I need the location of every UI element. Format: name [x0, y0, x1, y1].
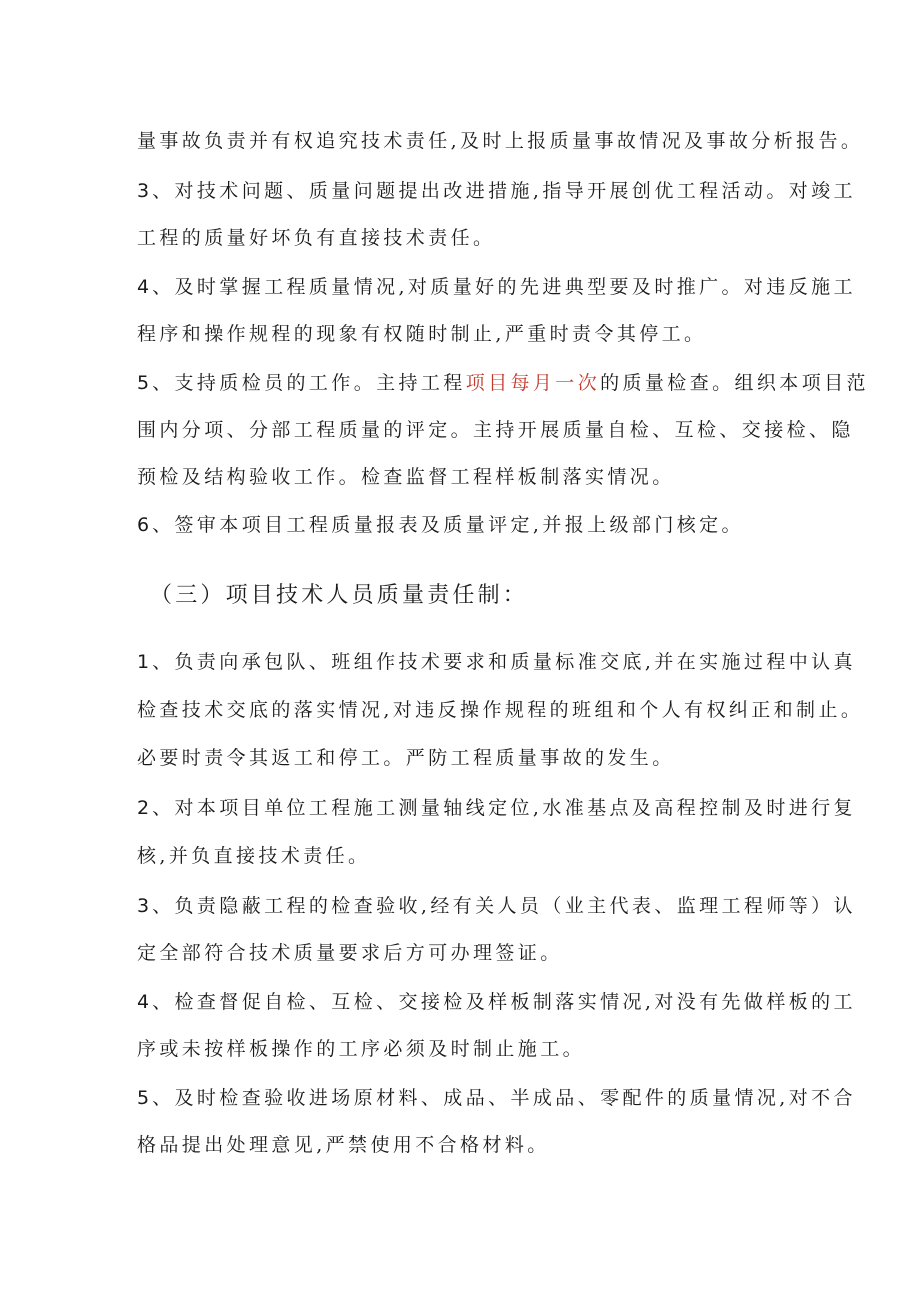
item-text: 预检及结构验收工作。检查监督工程样板制落实情况。 — [137, 466, 675, 488]
item-text: 格品提出处理意见,严禁使用不合格材料。 — [137, 1134, 550, 1156]
section3-item-2 — [137, 795, 856, 821]
section3-item-4-continued — [137, 1036, 797, 1062]
list-item-3-continued — [137, 225, 797, 251]
list-item-5-continued — [137, 417, 854, 443]
section3-item-2-continued — [137, 843, 797, 869]
highlighted-text: 项目每月一次 — [465, 372, 601, 394]
section3-item-4 — [137, 989, 856, 1015]
section-heading: （三）项目技术人员质量责任制： — [150, 583, 529, 608]
item-number: 4 — [137, 991, 150, 1013]
item-text: 、签审本项目工程质量报表及质量评定,并报上级部门核定。 — [152, 514, 744, 536]
item-text: 的质量检查。组织本项目范 — [600, 372, 869, 394]
item-number: 6 — [137, 514, 150, 536]
item-number: 1 — [137, 651, 150, 673]
item-text: 、支持质检员的工作。主持工程 — [152, 372, 466, 394]
paragraph-line — [137, 128, 864, 154]
item-text: 工程的质量好坏负有直接技术责任。 — [137, 227, 496, 249]
item-text: 程序和操作规程的现象有权随时制止,严重时责令其停工。 — [137, 323, 707, 345]
section3-item-3-continued — [137, 940, 797, 966]
list-item-5 — [137, 370, 869, 396]
item-text: 围内分项、分部工程质量的评定。主持开展质量自检、互检、交接检、隐 — [137, 419, 854, 441]
item-text: 、对技术问题、质量问题提出改进措施,指导开展创优工程活动。对竣工 — [152, 180, 856, 202]
section3-item-1-continued — [137, 697, 864, 723]
item-text: 、检查督促自检、互检、交接检及样板制落实情况,对没有先做样板的工 — [152, 991, 856, 1013]
item-text: 、负责隐蔽工程的检查验收,经有关人员（业主代表、监理工程师等）认 — [152, 895, 856, 917]
list-item-5-continued — [137, 464, 797, 490]
item-text: 、及时检查验收进场原材料、成品、半成品、零配件的质量情况,对不合 — [152, 1087, 856, 1109]
item-text: 、对本项目单位工程施工测量轴线定位,水准基点及高程控制及时进行复 — [152, 797, 856, 819]
item-text: 、及时掌握工程质量情况,对质量好的先进典型要及时推广。对违反施工 — [152, 276, 856, 298]
item-number: 3 — [137, 895, 150, 917]
section3-item-1-continued — [137, 745, 797, 771]
item-text: 必要时责令其返工和停工。严防工程质量事故的发生。 — [137, 747, 675, 769]
item-number: 3 — [137, 180, 150, 202]
item-number: 4 — [137, 276, 150, 298]
line-text: 量事故负责并有权追究技术责任,及时上报质量事故情况及事故分析报告。 — [137, 130, 864, 152]
item-number: 5 — [137, 1087, 150, 1109]
item-text: 检查技术交底的落实情况,对违反操作规程的班组和个人有权纠正和制止。 — [137, 699, 864, 721]
section3-item-3 — [137, 893, 856, 919]
item-number: 5 — [137, 372, 150, 394]
list-item-6 — [137, 512, 797, 538]
list-item-4 — [137, 274, 856, 300]
list-item-4-continued — [137, 321, 797, 347]
section3-item-5 — [137, 1085, 856, 1111]
item-number: 2 — [137, 797, 150, 819]
item-text: 序或未按样板操作的工序必须及时制止施工。 — [137, 1038, 586, 1060]
item-text: 核,并负直接技术责任。 — [137, 845, 371, 867]
section3-item-5-continued — [137, 1132, 797, 1158]
item-text: 、负责向承包队、班组作技术要求和质量标准交底,并在实施过程中认真 — [152, 651, 856, 673]
item-text: 定全部符合技术质量要求后方可办理签证。 — [137, 942, 563, 964]
list-item-3 — [137, 178, 856, 204]
section3-item-1 — [137, 649, 856, 675]
